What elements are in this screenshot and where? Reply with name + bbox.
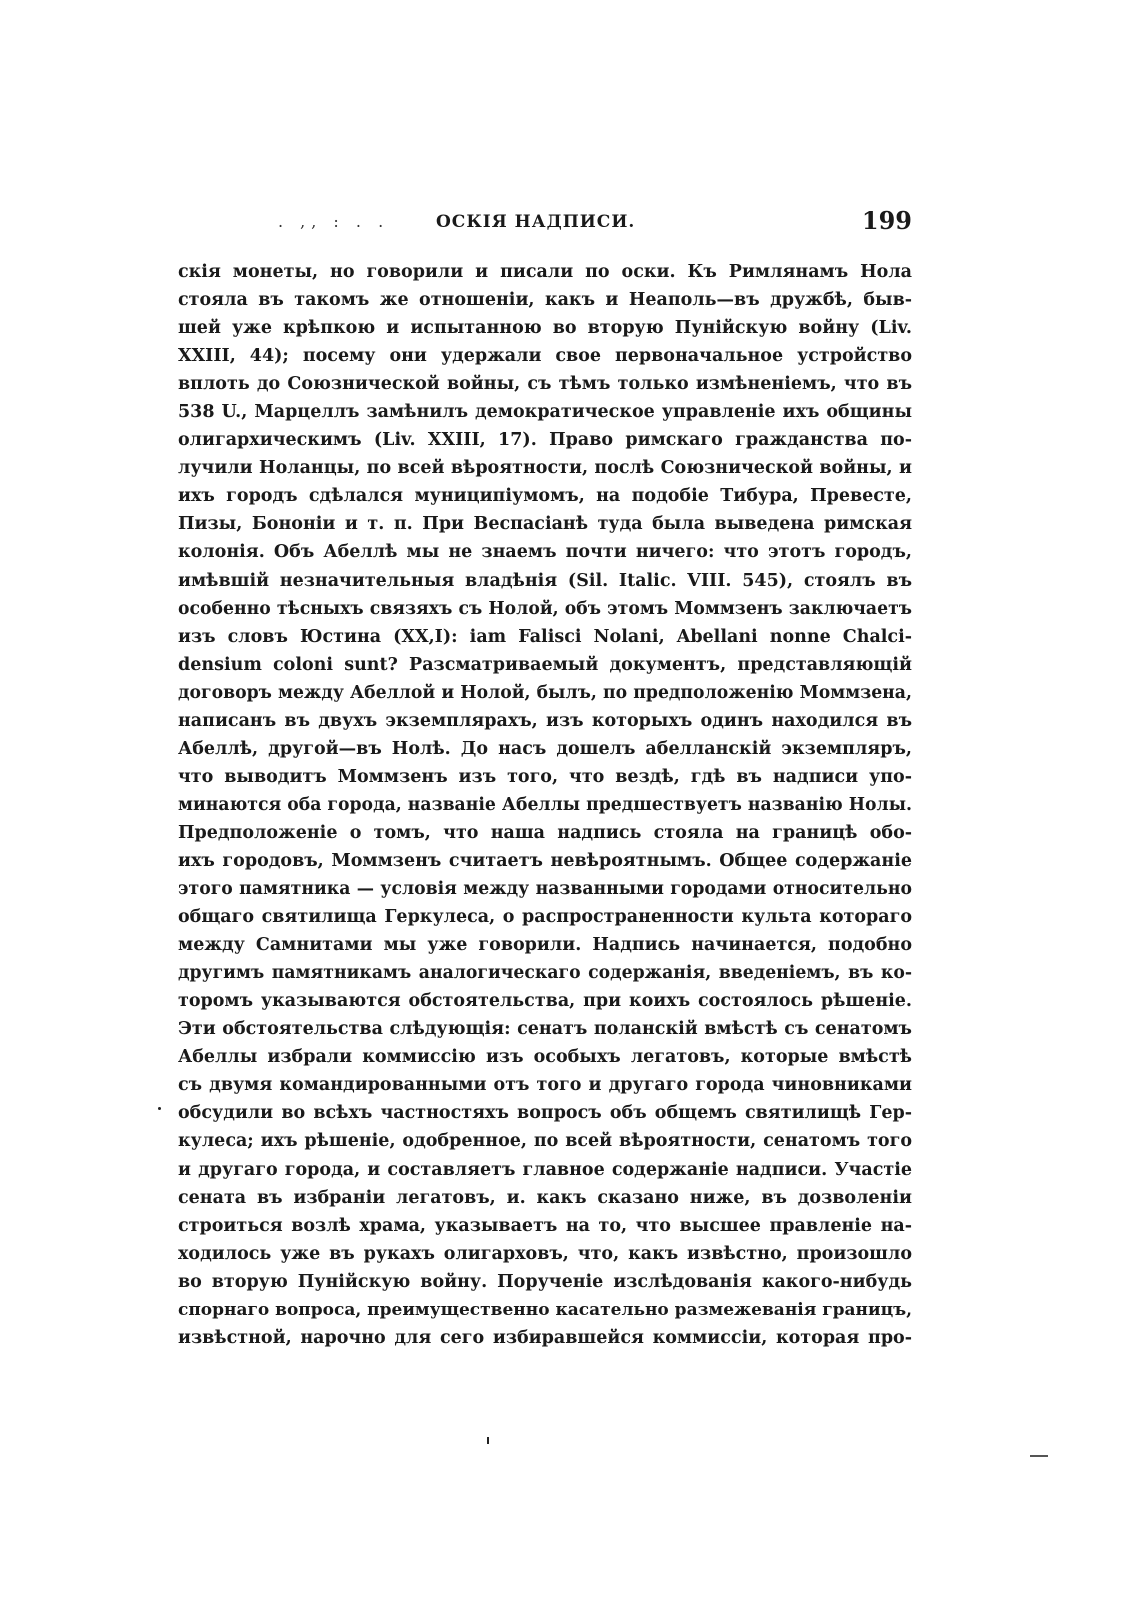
text-line: написанъ въ двухъ экземплярахъ, изъ которыхъ одинъ находился въ (178, 710, 912, 731)
text-line: общаго святилища Геркулеса, о распространенности культа котораго (178, 907, 912, 928)
scan-speck (487, 1437, 489, 1444)
text-line: Предположеніе о томъ, что наша надпись стояла на границѣ обо- (178, 822, 912, 843)
chapter-title: ОСКІЯ НАДПИСИ. (436, 212, 636, 232)
text-line: торомъ указываются обстоятельства, при коихъ состоялось рѣшеніе. (178, 991, 912, 1012)
text-line: Эти обстоятельства слѣдующія: сенатъ поланскій вмѣстѣ съ сенатомъ (178, 1019, 912, 1040)
text-line: сената въ избраніи легатовъ, и. какъ сказано ниже, въ дозволеніи (178, 1187, 912, 1208)
text-line: шей уже крѣпкою и испытанною во вторую Пунійскую войну (Liv. (178, 318, 912, 339)
text-line: что выводитъ Моммзенъ изъ того, что вездѣ, гдѣ въ надписи упо- (178, 766, 912, 787)
text-line: Абеллы избрали коммиссію изъ особыхъ легатовъ, которые вмѣстѣ (178, 1047, 912, 1068)
text-line: этого памятника — условія между названными городами относительно (178, 879, 912, 900)
page-number: 199 (861, 206, 912, 235)
scan-dash (1030, 1455, 1048, 1457)
text-line: спорнаго вопроса, преимущественно касательно размежеванія границъ, (178, 1299, 912, 1320)
running-head (178, 206, 912, 240)
text-line: ихъ городовъ, Моммзенъ считаетъ невѣроятнымъ. Общее содержаніе (178, 850, 912, 871)
text-line: имѣвшій незначительныя владѣнія (Sil. Italic. VIII. 545), стоялъ въ (178, 570, 912, 591)
text-line: ихъ городъ сдѣлался муниципіумомъ, на подобіе Тибура, Превесте, (178, 486, 912, 507)
header-dots: . ,, : . . (278, 212, 390, 231)
text-line: densium coloni sunt? Разсматриваемый документъ, представляющій (178, 654, 912, 675)
text-line: Пизы, Бононіи и т. п. При Веспасіанѣ туда была выведена римская (178, 514, 912, 535)
text-line: вплоть до Союзнической войны, съ тѣмъ только измѣненіемъ, что въ (178, 374, 912, 395)
text-line: олигархическимъ (Liv. XXIII, 17). Право римскаго гражданства по- (178, 430, 912, 451)
text-line: и другаго города, и составляетъ главное содержаніе надписи. Участіе (178, 1159, 912, 1180)
text-line: особенно тѣсныхъ связяхъ съ Нолой, объ этомъ Моммзенъ заключаетъ (178, 598, 912, 619)
text-line: XXIII, 44); посему они удержали свое первоначальное устройство (178, 346, 912, 367)
text-line: колонія. Объ Абеллѣ мы не знаемъ почти ничего: что этотъ городъ, (178, 542, 912, 563)
text-line: лучили Ноланцы, по всей вѣроятности, послѣ Союзнической войны, и (178, 458, 912, 479)
text-line: 538 U., Марцеллъ замѣнилъ демократическое управленіе ихъ общины (178, 402, 912, 423)
text-line: договоръ между Абеллой и Нолой, былъ, по предположенію Моммзена, (178, 682, 912, 703)
text-line: ходилось уже въ рукахъ олигарховъ, что, какъ извѣстно, произошло (178, 1243, 912, 1264)
text-line: другимъ памятникамъ аналогическаго содержанія, введеніемъ, въ ко- (178, 963, 912, 984)
text-line: строиться возлѣ храма, указываетъ на то, что высшее правленіе на- (178, 1215, 912, 1236)
text-line: изъ словъ Юстина (XX,I): iam Falisci Nolani, Abellani nonne Chalci- (178, 626, 912, 647)
body-text (178, 258, 912, 1352)
text-line: обсудили во всѣхъ частностяхъ вопросъ объ общемъ святилищѣ Гер- (178, 1103, 912, 1124)
text-line: Абеллѣ, другой—въ Нолѣ. До насъ дошелъ абелланскій экземпляръ, (178, 738, 912, 759)
text-line: скія монеты, но говорили и писали по оски. Къ Римлянамъ Нола (178, 262, 912, 282)
text-line: между Самнитами мы уже говорили. Надпись начинается, подобно (178, 935, 912, 956)
text-line: извѣстной, нарочно для сего избиравшейся коммиссіи, которая про- (178, 1327, 912, 1348)
text-line: кулеса; ихъ рѣшеніе, одобренное, по всей вѣроятности, сенатомъ того (178, 1131, 912, 1152)
text-line: стояла въ такомъ же отношеніи, какъ и Неаполь—въ дружбѣ, быв- (178, 290, 912, 311)
text-line: съ двумя командированными отъ того и другаго города чиновниками (178, 1075, 912, 1096)
text-line: во вторую Пунійскую войну. Порученіе изслѣдованія какого-нибудь (178, 1271, 912, 1292)
scan-speck (158, 1107, 161, 1110)
text-line: минаются оба города, названіе Абеллы предшествуетъ названію Нолы. (178, 794, 912, 815)
